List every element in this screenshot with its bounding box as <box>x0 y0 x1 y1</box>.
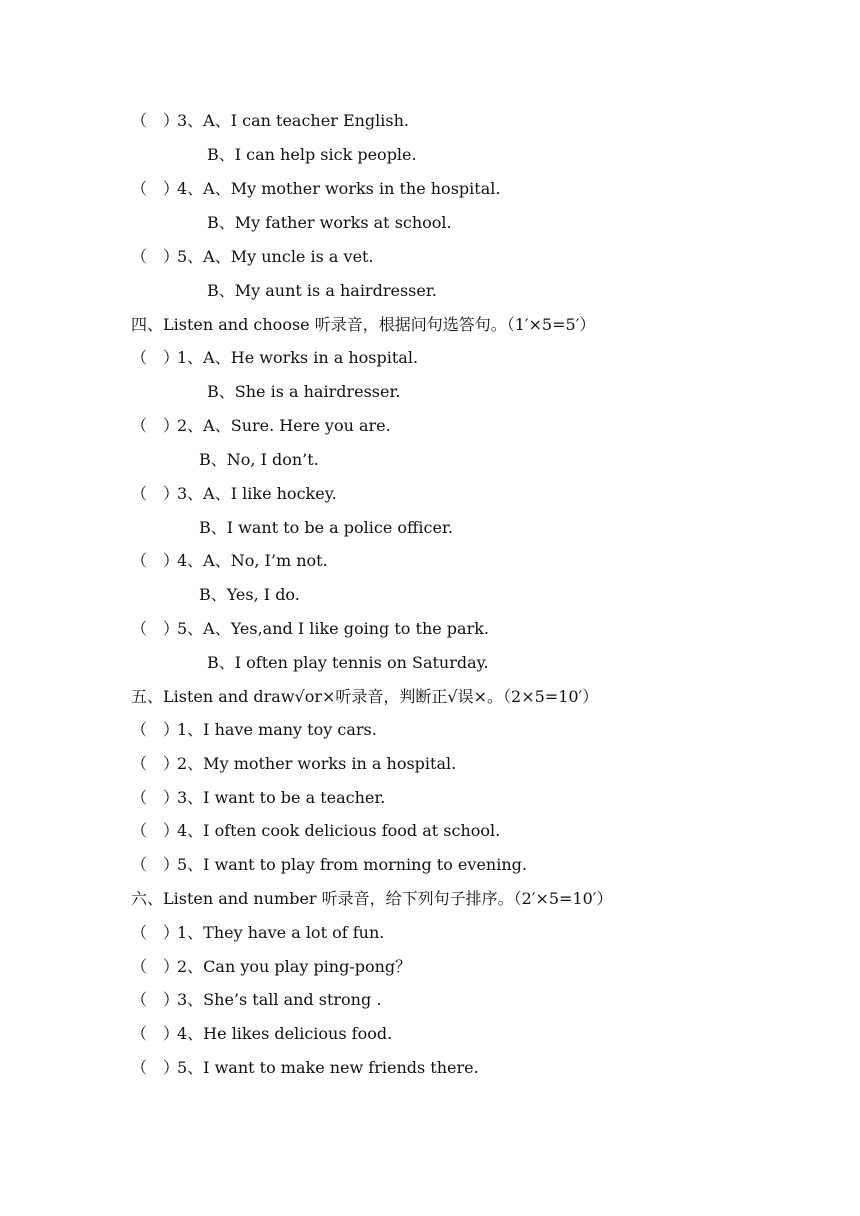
option-line <box>207 274 437 308</box>
option-line <box>207 375 400 409</box>
answer-blank[interactable]: （ ） <box>131 821 180 840</box>
question-line <box>131 104 409 138</box>
answer-blank[interactable]: （ ） <box>131 1024 180 1043</box>
answer-blank[interactable]: （ ） <box>131 788 180 807</box>
option-text: B、She is a hairdresser. <box>207 382 401 401</box>
section-heading: 六、Listen and number 听录音，给下列句子排序。（2′×5=10′） <box>131 889 613 908</box>
answer-blank[interactable]: （ ） <box>131 720 180 739</box>
answer-blank[interactable]: （ ） <box>131 990 180 1009</box>
option-text: B、Yes, I do. <box>199 585 300 604</box>
question-text: 3、I want to be a teacher. <box>177 788 386 807</box>
question-line <box>131 713 377 747</box>
question-text: 2、A、Sure. Here you are. <box>177 416 391 435</box>
answer-blank[interactable]: （ ） <box>131 484 180 503</box>
option-text: B、I can help sick people. <box>207 145 417 164</box>
option-line <box>199 578 300 612</box>
question-text: 4、He likes delicious food. <box>177 1024 393 1043</box>
question-line <box>131 983 381 1017</box>
answer-blank[interactable]: （ ） <box>131 247 180 266</box>
option-line <box>199 511 453 545</box>
option-line <box>207 138 417 172</box>
option-text: B、I want to be a police officer. <box>199 518 453 537</box>
answer-blank[interactable]: （ ） <box>131 754 180 773</box>
question-line <box>131 172 500 206</box>
section-heading: 五、Listen and draw√or×听录音，判断正√误×。（2×5=10′） <box>131 687 599 706</box>
option-line <box>207 206 452 240</box>
question-line <box>131 916 384 950</box>
option-text: B、I often play tennis on Saturday. <box>207 653 489 672</box>
option-text: B、My father works at school. <box>207 213 452 232</box>
answer-blank[interactable]: （ ） <box>131 619 180 638</box>
question-text: 3、A、I like hockey. <box>177 484 337 503</box>
answer-blank[interactable]: （ ） <box>131 923 180 942</box>
option-line <box>207 646 489 680</box>
question-line <box>131 341 418 375</box>
question-line <box>131 612 489 646</box>
question-text: 4、A、My mother works in the hospital. <box>177 179 501 198</box>
question-line <box>131 544 328 578</box>
question-line <box>131 848 527 882</box>
question-text: 5、I want to play from morning to evening. <box>177 855 527 874</box>
section-heading: 四、Listen and choose 听录音，根据问句选答句。（1′×5=5′） <box>131 315 596 334</box>
answer-blank[interactable]: （ ） <box>131 1058 180 1077</box>
option-text: B、My aunt is a hairdresser. <box>207 281 437 300</box>
question-line <box>131 1017 392 1051</box>
answer-blank[interactable]: （ ） <box>131 348 180 367</box>
question-text: 2、My mother works in a hospital. <box>177 754 457 773</box>
question-text: 3、She’s tall and strong . <box>177 990 382 1009</box>
option-line <box>199 443 319 477</box>
question-text: 1、A、He works in a hospital. <box>177 348 419 367</box>
question-line <box>131 477 337 511</box>
answer-blank[interactable]: （ ） <box>131 551 180 570</box>
answer-blank[interactable]: （ ） <box>131 111 180 130</box>
option-text: B、No, I don’t. <box>199 450 319 469</box>
question-text: 4、I often cook delicious food at school. <box>177 821 501 840</box>
question-line <box>131 409 391 443</box>
answer-blank[interactable]: （ ） <box>131 957 180 976</box>
question-text: 1、I have many toy cars. <box>177 720 377 739</box>
answer-blank[interactable]: （ ） <box>131 855 180 874</box>
question-text: 5、A、Yes,and I like going to the park. <box>177 619 490 638</box>
question-line <box>131 747 456 781</box>
question-line <box>131 814 500 848</box>
question-text: 5、A、My uncle is a vet. <box>177 247 374 266</box>
question-text: 5、I want to make new friends there. <box>177 1058 479 1077</box>
answer-blank[interactable]: （ ） <box>131 416 180 435</box>
question-text: 2、Can you play ping-pong？ <box>177 957 412 976</box>
question-text: 4、A、No, I’m not. <box>177 551 328 570</box>
question-line <box>131 950 411 984</box>
question-text: 3、A、I can teacher English. <box>177 111 410 130</box>
question-line <box>131 1051 479 1085</box>
answer-blank[interactable]: （ ） <box>131 179 180 198</box>
question-text: 1、They have a lot of fun. <box>177 923 385 942</box>
question-line <box>131 240 374 274</box>
question-line <box>131 781 385 815</box>
